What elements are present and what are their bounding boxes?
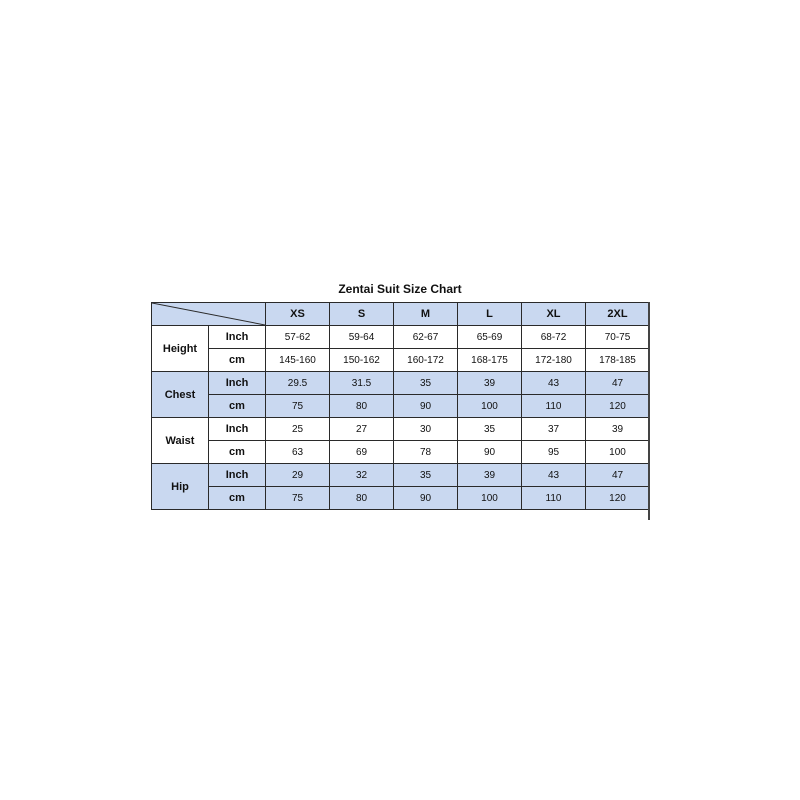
table-cell: 100 (458, 487, 522, 510)
table-cell: 145-160 (266, 349, 330, 372)
table-row (152, 326, 650, 349)
unit-label: cm (209, 395, 266, 418)
table-row (152, 464, 650, 487)
size-header-xs: XS (266, 303, 330, 326)
size-header-xl: XL (522, 303, 586, 326)
table-cell: 80 (330, 395, 394, 418)
size-header-s: S (330, 303, 394, 326)
size-header-2xl: 2XL (586, 303, 650, 326)
table-cell: 78 (394, 441, 458, 464)
table-cell: 31.5 (330, 372, 394, 395)
unit-label: cm (209, 487, 266, 510)
chart-title: Zentai Suit Size Chart (338, 282, 462, 296)
table-cell: 100 (586, 441, 650, 464)
table-cell: 43 (522, 372, 586, 395)
unit-label: cm (209, 441, 266, 464)
table-cell: 75 (266, 395, 330, 418)
table-cell: 37 (522, 418, 586, 441)
table-row (152, 395, 650, 418)
table-cell: 68-72 (522, 326, 586, 349)
unit-label: Inch (209, 464, 266, 487)
size-header-l: L (458, 303, 522, 326)
group-label-hip: Hip (152, 464, 209, 510)
table-cell: 47 (586, 372, 650, 395)
table-cell: 25 (266, 418, 330, 441)
table-cell: 47 (586, 464, 650, 487)
table-cell: 39 (458, 464, 522, 487)
table-cell: 35 (394, 372, 458, 395)
group-label-chest: Chest (152, 372, 209, 418)
table-cell: 70-75 (586, 326, 650, 349)
table-row (152, 441, 650, 464)
table-row (152, 372, 650, 395)
table-cell: 90 (394, 395, 458, 418)
table-cell: 90 (394, 487, 458, 510)
table-cell: 160-172 (394, 349, 458, 372)
table-row (152, 418, 650, 441)
table-cell: 150-162 (330, 349, 394, 372)
table-cell: 110 (522, 395, 586, 418)
corner-cell (152, 303, 266, 326)
table-cell: 120 (586, 487, 650, 510)
table-cell: 35 (458, 418, 522, 441)
table-cell: 27 (330, 418, 394, 441)
unit-label: Inch (209, 372, 266, 395)
table-cell: 32 (330, 464, 394, 487)
table-cell: 29 (266, 464, 330, 487)
table-cell: 39 (458, 372, 522, 395)
table-cell: 178-185 (586, 349, 650, 372)
table-cell: 43 (522, 464, 586, 487)
right-edge-line (648, 302, 650, 520)
table-row (152, 487, 650, 510)
table-cell: 100 (458, 395, 522, 418)
table-cell: 80 (330, 487, 394, 510)
diagonal-line (152, 303, 265, 325)
table-cell: 29.5 (266, 372, 330, 395)
unit-label: Inch (209, 326, 266, 349)
unit-label: Inch (209, 418, 266, 441)
table-cell: 63 (266, 441, 330, 464)
table-cell: 90 (458, 441, 522, 464)
table-cell: 110 (522, 487, 586, 510)
size-chart-table (151, 302, 650, 510)
table-cell: 59-64 (330, 326, 394, 349)
table-cell: 172-180 (522, 349, 586, 372)
unit-label: cm (209, 349, 266, 372)
table-cell: 95 (522, 441, 586, 464)
table-row (152, 349, 650, 372)
table-cell: 75 (266, 487, 330, 510)
table-cell: 35 (394, 464, 458, 487)
header-row (152, 303, 650, 326)
size-header-m: M (394, 303, 458, 326)
table-cell: 39 (586, 418, 650, 441)
table-cell: 120 (586, 395, 650, 418)
table-cell: 57-62 (266, 326, 330, 349)
table-cell: 62-67 (394, 326, 458, 349)
table-cell: 69 (330, 441, 394, 464)
group-label-height: Height (152, 326, 209, 372)
group-label-waist: Waist (152, 418, 209, 464)
table-cell: 168-175 (458, 349, 522, 372)
table-cell: 65-69 (458, 326, 522, 349)
table-cell: 30 (394, 418, 458, 441)
